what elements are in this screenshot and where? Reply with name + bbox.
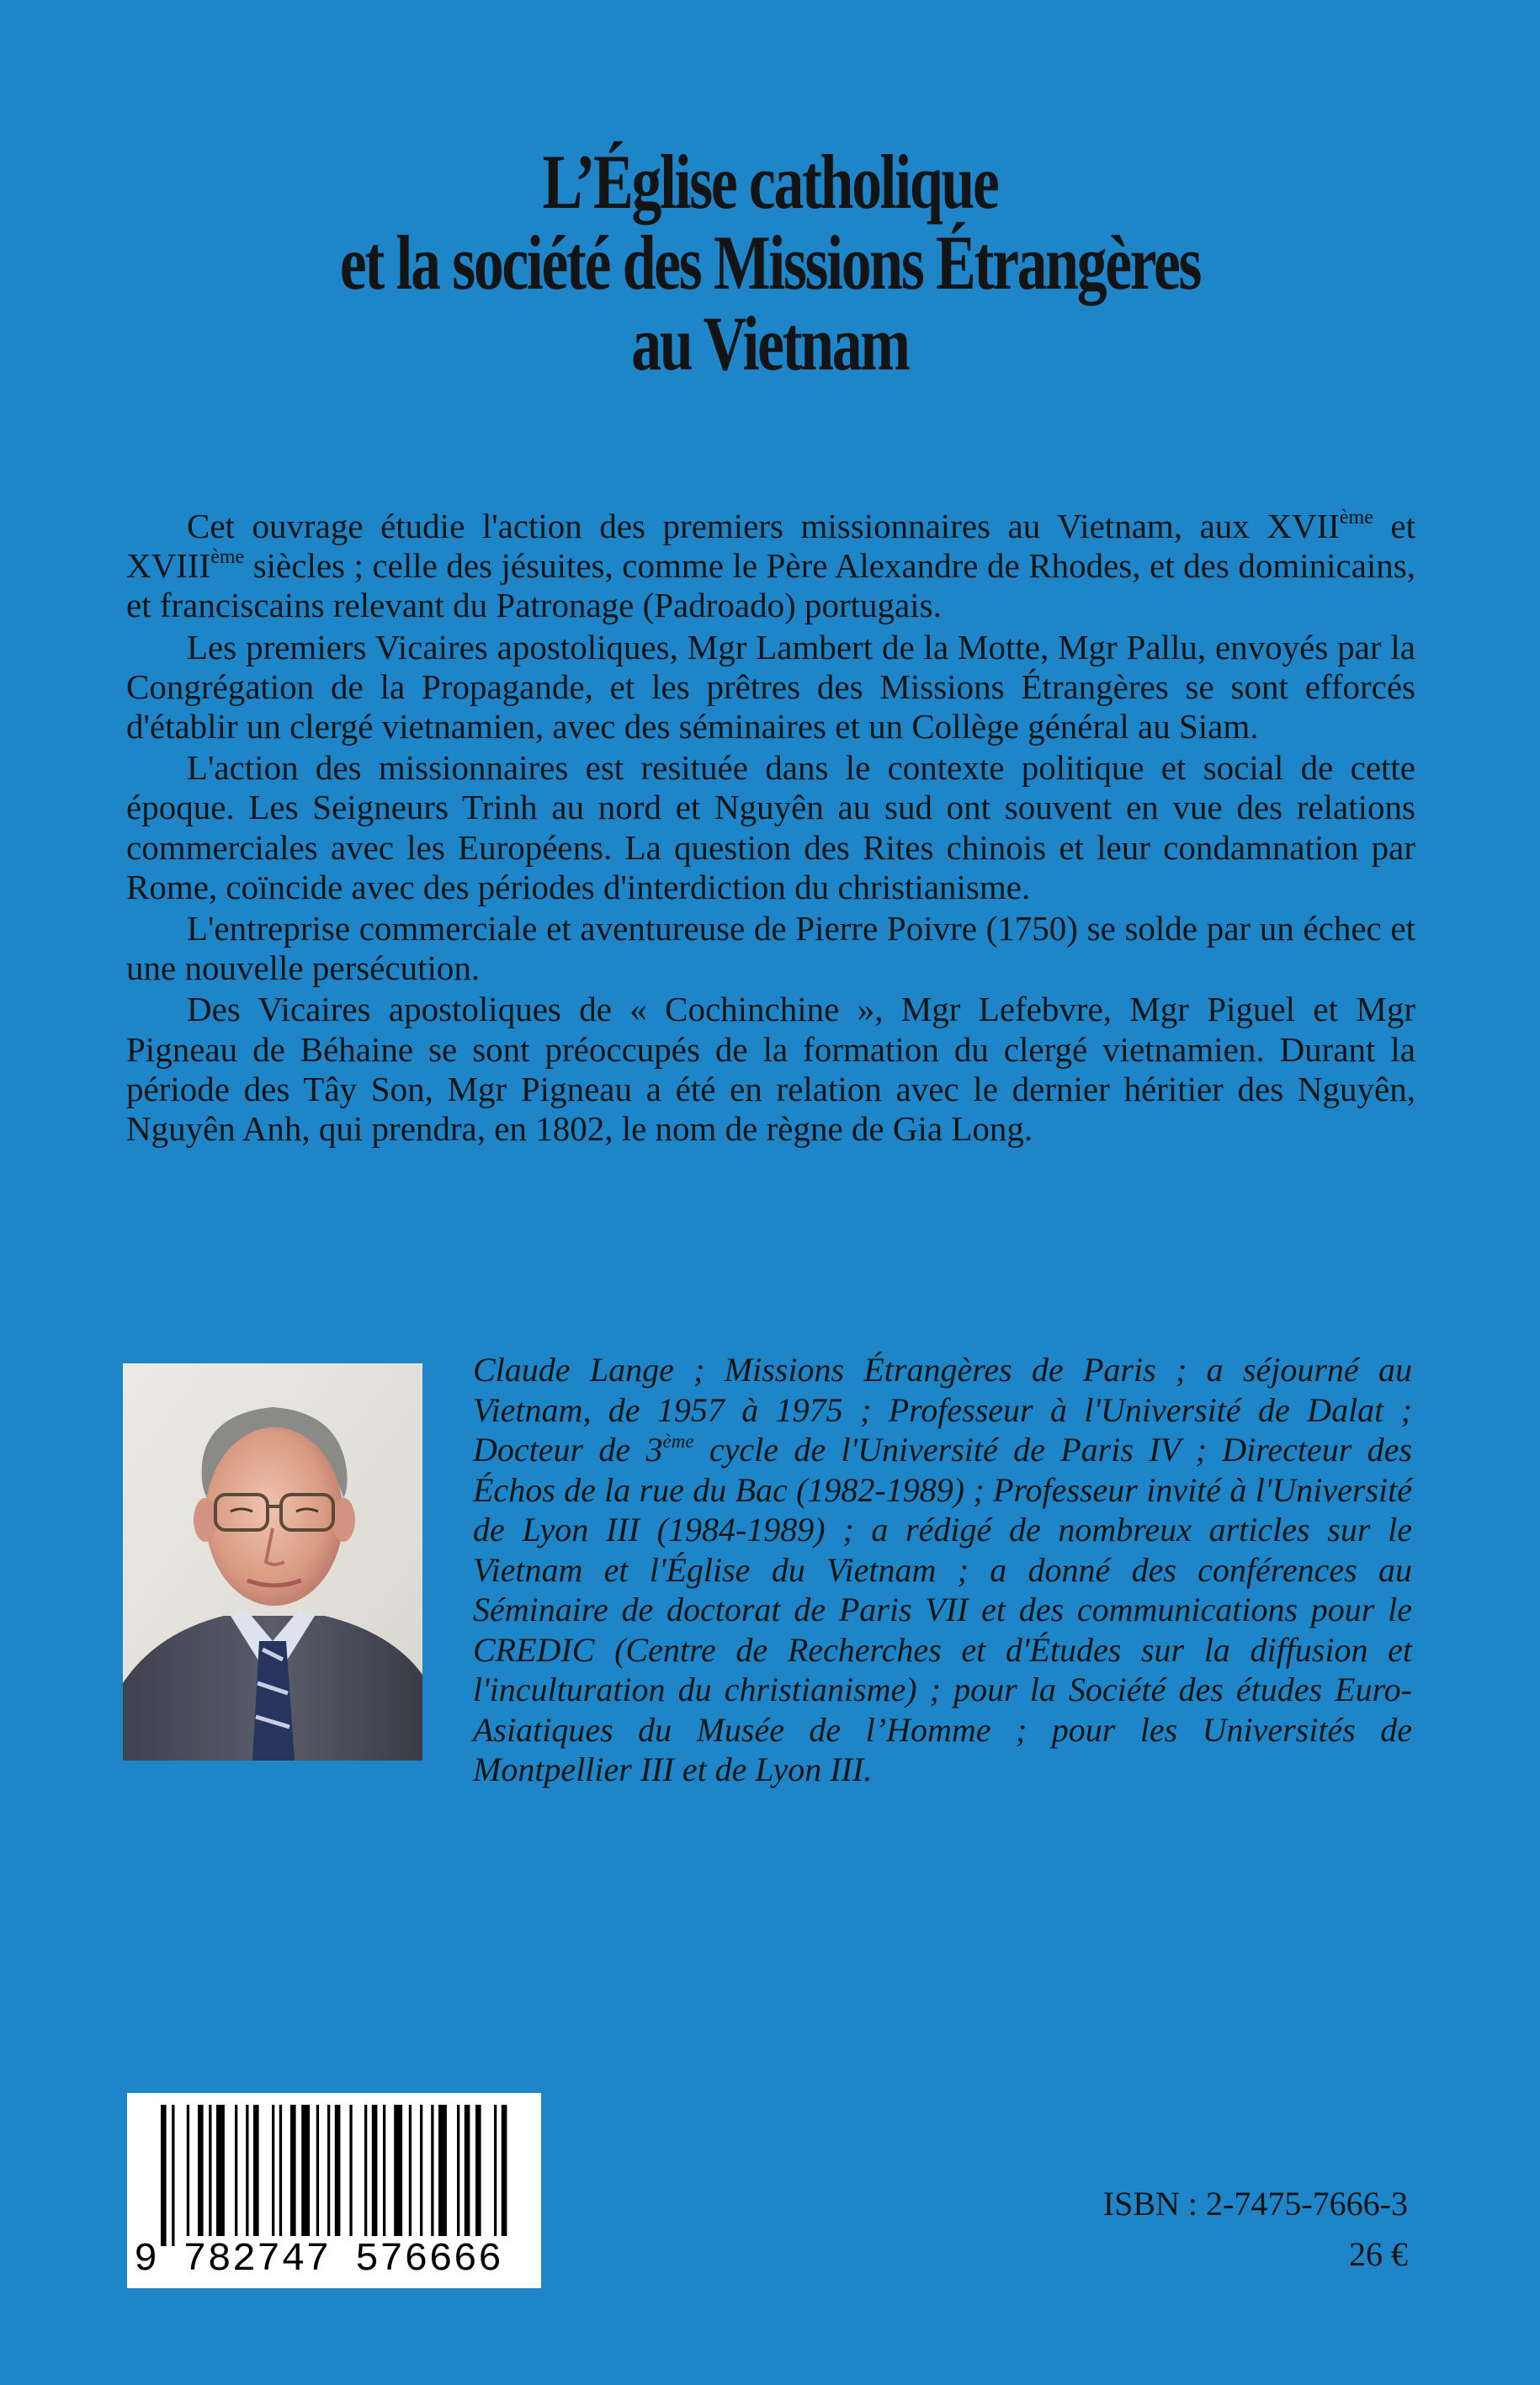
barcode-bar <box>383 2105 385 2236</box>
book-title <box>268 141 1272 384</box>
barcode-bar <box>187 2105 189 2236</box>
summary-paragraph-2: Les premiers Vicaires apostoliques, Mgr Lambert de la Motte, Mgr Pallu, envoyés par la Congrégation de la Propagande, et les prêtres des Missions Étrangères se sont efforcés d'établir un clergé vietnamien, avec des séminaires et un Collège général au Siam. <box>126 627 1415 746</box>
summary-paragraph-5: Des Vicaires apostoliques de « Cochinchine », Mgr Lefebvre, Mgr Piguel et Mgr Pigneau de Béhaine se sont préoccupés de la formation du clergé vietnamien. Durant la période des Tây Son, Mgr Pigneau a été en relation avec le dernier héritier des Nguyên, Nguyên Anh, qui prendra, en 1802, le nom de règne de Gia Long. <box>126 990 1415 1149</box>
barcode-bar <box>327 2105 330 2236</box>
barcode-bar <box>209 2105 211 2236</box>
title-line-3: au Vietnam <box>631 300 909 386</box>
barcode-bar <box>235 2105 237 2236</box>
barcode-digits: 9 782747 576666 <box>134 2238 503 2282</box>
summary-paragraph-3: L'action des missionnaires est resituée dans le contexte politique et social de cette époque. Les Seigneurs Trinh au nord et Nguyên au sud ont souvent en vue des relations commerciales avec les Européens. La question des Rites chinois et leur condamnation par Rome, coïncide avec des périodes d'interdiction du christianisme. <box>126 748 1415 906</box>
barcode-bar <box>494 2105 497 2236</box>
barcode-bar <box>502 2105 507 2236</box>
barcode-bar <box>475 2105 481 2236</box>
barcode-bar <box>290 2105 296 2236</box>
author-photo <box>123 1363 422 1761</box>
isbn: ISBN : 2-7475-7666-3 <box>1102 2185 1408 2223</box>
barcode-bar <box>409 2105 412 2236</box>
barcode-bar <box>161 2105 167 2246</box>
barcode-bar <box>246 2105 248 2236</box>
barcode-bar <box>431 2105 433 2236</box>
barcode-bar <box>372 2105 378 2236</box>
title-line-1: L’Église catholique <box>542 139 998 225</box>
barcode-bar <box>172 2105 174 2246</box>
barcode-bar <box>364 2105 367 2236</box>
barcode-bar <box>301 2105 310 2236</box>
title-line-2: et la société des Missions Étrangères <box>339 220 1201 305</box>
barcode-bar <box>349 2105 352 2236</box>
summary-paragraph-1: Cet ouvrage étudie l'action des premiers missionnaires au Vietnam, aux XVIIème et XVIIIème siècles ; celle des jésuites, comme le Père Alexandre de Rhodes, et des dominicains, et franciscains relevant du Patronage (Padroado) portugais. <box>126 507 1416 625</box>
barcode-bar <box>394 2105 402 2236</box>
barcode-bar <box>335 2105 341 2236</box>
summary-paragraph-4: L'entreprise commerciale et aventureuse de Pierre Poivre (1750) se solde par un échec et une nouvelle persécution. <box>126 909 1415 988</box>
barcode <box>127 2093 541 2288</box>
barcode-bar <box>316 2105 319 2236</box>
barcode-bar <box>198 2105 204 2236</box>
barcode-bar <box>438 2105 447 2236</box>
barcode-bar <box>253 2105 259 2236</box>
barcode-bar <box>420 2105 422 2236</box>
price: 26 € <box>1349 2235 1408 2273</box>
barcode-bar <box>279 2105 282 2236</box>
barcode-bar <box>465 2105 470 2236</box>
barcode-bar <box>272 2105 274 2236</box>
barcode-bar <box>216 2105 225 2236</box>
author-biography: Claude Lange ; Missions Étrangères de Paris ; a séjourné au Vietnam, de 1957 à 1975 ; Professeur à l'Université de Dalat ; Docteur de 3ème cycle de l'Université de Paris IV ; Directeur des Échos de la rue du Bac (1982-1989) ; Professeur invité à l'Université de Lyon III (1984-1989) ; a rédigé de nombreux articles sur le Vietnam et l'Église du Vietnam ; a donné des conférences au Séminaire de doctorat de Paris VII et des communications pour le CREDIC (Centre de Recherches et d'Études sur la diffusion et l'inculturation du christianisme) ; pour la Société des études Euro-Asiatiques du Musée de l’Homme ; pour les Universités de Montpellier III et de Lyon III. <box>473 1351 1412 1788</box>
barcode-bar <box>457 2105 459 2236</box>
summary-text <box>126 507 1415 1150</box>
